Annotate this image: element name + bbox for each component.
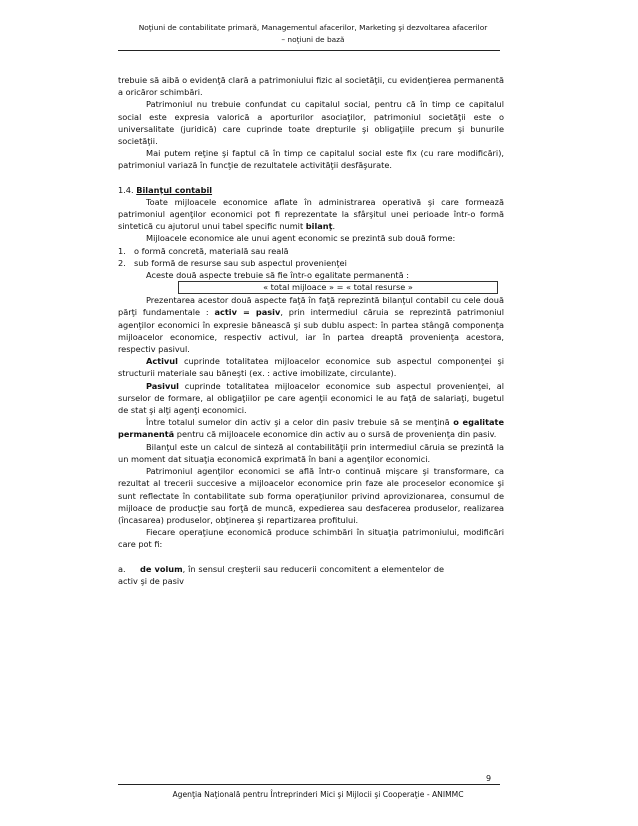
term-activ-pasiv: activ = pasiv xyxy=(214,307,281,318)
header-rule xyxy=(118,50,500,51)
term-pasivul: Pasivul xyxy=(146,380,179,391)
paragraph-11: Bilanţul este un calcul de sinteză al contabilităţii prin intermediul căruia se prezintă la un moment dat situaţia economică exprimată în bani a agenţilor economici. xyxy=(118,441,504,464)
paragraph-3: Mai putem reţine şi faptul că în timp ce capitalul social este fix (cu rare modificări), patrimoniul variază în funcţie de rezultatele activităţii desfăşurate. xyxy=(118,148,504,171)
paragraph-8: Activul cuprinde totalitatea mijloacelor economice sub aspectul componenţei şi structurii materiale sau băneşti (ex. : active imobilizate, circulante). xyxy=(118,356,504,379)
list-item: 1. o formă concretă, materială sau reală xyxy=(118,245,289,256)
paragraph-9: Pasivul cuprinde totalitatea mijloacelor economice sub aspectul provenienţei, al surselor de formare, al obligaţiilor pe care agenţii economici le au faţă de salariaţi, bugetul de stat şi alţi agenţi economici. xyxy=(118,380,504,416)
footer-rule xyxy=(118,784,500,785)
section-title: Bilanţul contabil xyxy=(136,184,213,195)
paragraph-1: trebuie să aibă o evidenţă clară a patrimoniului fizic al societăţii, cu evidenţierea permanentă a oricăror schimbări. xyxy=(118,75,504,98)
equation-box: « total mijloace » = « total resurse » xyxy=(178,281,498,294)
paragraph-4: Toate mijloacele economice aflate în administrarea operativă şi care formează patrimoniul agenţilor economici pot fi reprezentate la sfârşitul unei perioade într-o formă sintetică cu ajutorul unui tabel specific numit bilanţ. xyxy=(118,196,504,232)
paragraph-6: Aceste două aspecte trebuie să fie într-o egalitate permanentă : xyxy=(146,270,409,281)
header-line-2: – noţiuni de bază xyxy=(281,35,345,44)
paragraph-10: Între totalul sumelor din activ şi a celor din pasiv trebuie să se menţină o egalitate permanentă pentru că mijloacele economice din activ au o sursă de provenienţa din pasiv. xyxy=(118,417,504,440)
paragraph-7: Prezentarea acestor două aspecte faţă în faţă reprezintă bilanţul contabil cu cele două părţi fundamentale : activ = pasiv, prin intermediul căruia se reprezintă patrimoniul agenţilor economici în expresie bănească şi sub dublu aspect: în partea stângă componenţa mijloacelor economice, respectiv activul, iar în partea dreaptă provenienţa acestora, respectiv pasivul. xyxy=(118,295,504,355)
paragraph-12: Patrimoniul agenţilor economici se află într-o continuă mişcare şi transformare, ca rezultat al trecerii succesive a mijloacelor economice prin faze ale proceselor economice şi sunt reflectate în contabilitate sub forma operaţiunilor privind aprovizionarea, consumul de mijloace de producţie sau forţă de muncă, expedierea sau desfacerea produselor, realizarea (încasarea) produselor, obţinerea şi repartizarea profitului. xyxy=(118,466,504,525)
page-header xyxy=(118,22,508,46)
term-bilant: bilanţ xyxy=(305,221,333,232)
page-number: 9 xyxy=(486,774,492,783)
section-number: 1.4. xyxy=(118,184,134,195)
term-egalitate: o egalitate permanentă xyxy=(118,417,504,440)
paragraph-5: Mijloacele economice ale unui agent economic se prezintă sub două forme: xyxy=(146,233,456,244)
list-item: 2. sub formă de resurse sau sub aspectul provenienţei xyxy=(118,257,347,268)
paragraph-13: Fiecare operaţiune economică produce schimbări în situaţia patrimoniului, modificări care pot fi: xyxy=(118,527,504,550)
term-activul: Activul xyxy=(146,356,178,367)
section-heading xyxy=(118,184,504,196)
sub-list-item: a. de volum, în sensul creşterii sau reducerii concomitent a elementelor de activ şi de pasiv xyxy=(118,563,444,586)
header-line-1: Noţiuni de contabilitate primară, Managementul afacerilor, Marketing şi dezvoltarea afacerilor xyxy=(138,23,488,32)
page-body xyxy=(118,74,504,587)
paragraph-2: Patrimoniul nu trebuie confundat cu capitalul social, pentru că în timp ce capitalul social este expresia valorică a aporturilor asociaţilor, patrimoniul societăţii este o universalitate (juridică) care cuprinde toate drepturile şi obligaţiile precum şi bunurile societăţii. xyxy=(118,99,504,147)
page-footer: Agenţia Naţională pentru Întreprinderi Mici şi Mijlocii şi Cooperaţie - ANIMMC xyxy=(172,790,464,799)
